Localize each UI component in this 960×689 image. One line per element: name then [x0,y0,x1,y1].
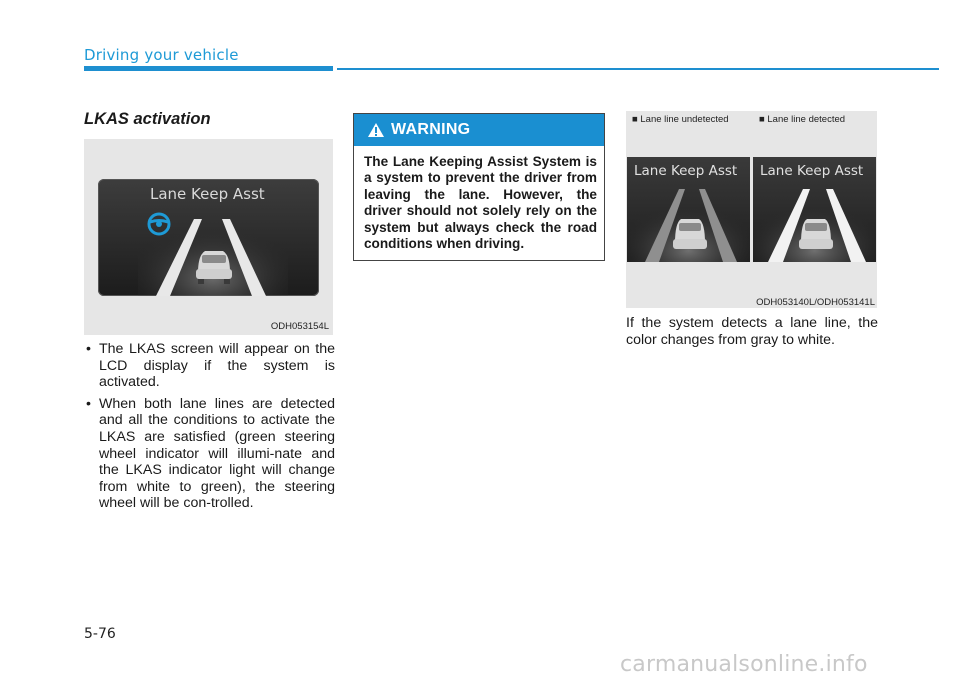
warning-triangle-icon [367,122,385,138]
warning-text: The Lane Keeping Assist System is a system to prevent the driver from leaving the lane. However, the driver should not solely rely on the system but always check the road conditions when driving. [364,154,597,252]
warning-title: WARNING [391,121,471,138]
lkas-activation-heading: LKAS activation [84,110,211,128]
car-icon [673,219,707,249]
detected-panel-title: Lane Keep Asst [760,163,864,179]
car-icon [799,219,833,249]
lane-graphic [98,179,319,296]
bullet-item: • The LKAS screen will appear on the LCD display if the system is activated. [84,341,335,391]
lcd-screen [98,179,319,296]
detected-lane-graphic [753,157,876,262]
detected-label: ■ Lane line detected [759,114,846,125]
warning-header [354,114,604,146]
section-header: Driving your vehicle [84,46,239,64]
undetected-lane-graphic [627,157,750,262]
activation-bullets [84,341,335,517]
watermark: carmanualsonline.info [620,652,868,677]
lcd-screen-title: Lane Keep Asst [150,185,265,203]
bullet-item: • When both lane lines are detected and all the conditions to activate the LKAS are satisfied (green steering wheel indicator will illumi-nate and the LKAS indicator light will change from white to green), the steering wheel will be con-trolled. [84,396,335,512]
lkas-screen-figure [84,139,333,335]
warning-box [353,113,605,261]
figure-code: ODH053154L [270,321,329,332]
undetected-panel [627,157,750,262]
lane-detection-figure [626,111,877,308]
figure-code: ODH053140L/ODH053141L [756,297,875,308]
detected-panel [753,157,876,262]
page-number: 5-76 [84,626,116,642]
lane-color-paragraph: If the system detects a lane line, the color changes from gray to white. [626,315,878,348]
undetected-label: ■ Lane line undetected [632,114,729,125]
undetected-panel-title: Lane Keep Asst [634,163,738,179]
header-rule-thin [337,68,939,70]
header-rule [84,66,333,71]
